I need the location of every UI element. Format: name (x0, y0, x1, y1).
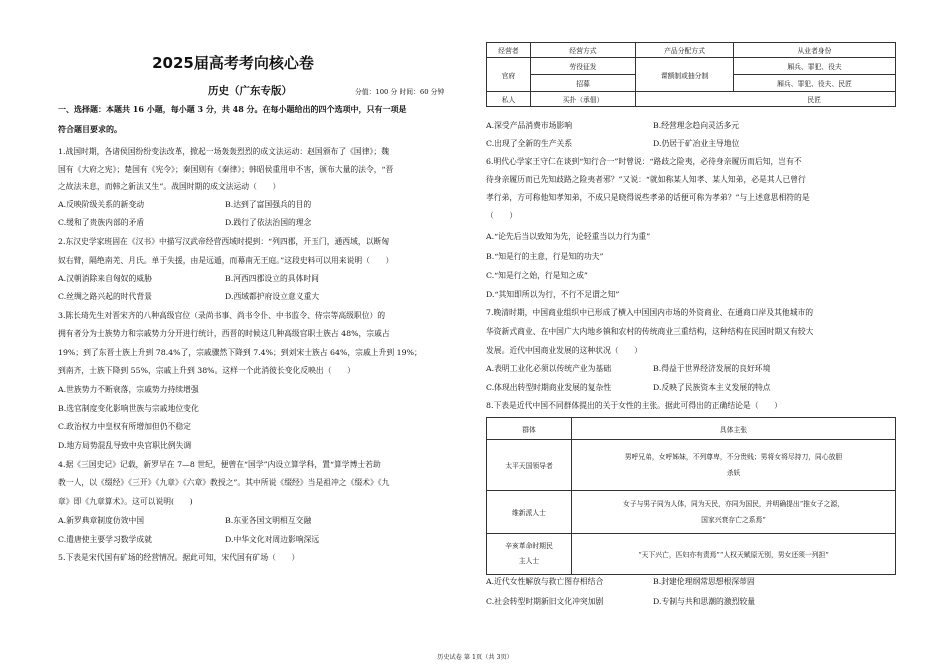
q3-stem: 3.陈长琦先生对晋宋齐的八种高级官位（录尚书事、尚书令仆、中书监令、侍宗等高级职位）的 (58, 311, 386, 320)
table-cell: 厢兵、罪犯、役夫、民匠 (734, 75, 896, 92)
q6-option-b: B.“知是行的主意，行是知的功夫” (486, 252, 604, 261)
q7-stem: 7.晚清时期，中国商业组织中已形成了横入中国国内市场的外资商业、在通商口岸及其他城市的 (486, 308, 814, 317)
q3-option-b: B.选官制度变化影响世族与宗戚地位变化 (58, 404, 199, 413)
q5-option-c: C.出现了全新的生产关系 (486, 139, 573, 148)
q4-stem: 4.据《三国史记》记载，新罗早在 7—8 世纪，便曾在“国学”内设立算学科，置“算学博士若助 (58, 460, 381, 469)
q6-stem: 6.明代心学家王守仁在谈到“知行合一”时曾说：“路歧之险夷，必待身亲履历而后知，岂有不 (486, 157, 802, 166)
q5-option-b: B.经营理念趋向灵活多元 (653, 121, 740, 130)
q6-option-a: A.“论先后当以致知为先，论轻重当以力行为重” (486, 232, 651, 241)
q7-option-c: C.体现出转型时期商业发展的复杂性 (486, 383, 612, 392)
q1-stem: 1.战国时期，各诸侯国纷纷变法改革，掀起一场轰轰烈烈的成文法运动：赵国颁布了《国律》；魏 (58, 147, 390, 156)
table-cell: 劳役征发 (531, 58, 636, 75)
table-cell: 课额制或抽分制 (636, 58, 734, 92)
q2-option-c: C.丝绸之路兴起的时代背景 (58, 292, 152, 301)
table-cell: 私人 (487, 92, 531, 107)
table-cell (572, 491, 896, 534)
q3-stem: 19%；到了东晋士族上升到 78.4%了，宗戚骤然下降到 7.4%；到刘宋士族占 64%，宗戚上升到 19%； (58, 348, 422, 357)
q7-option-a: A.表明工业化必须以传统产业为基础 (486, 364, 612, 373)
table-cell: 民匠 (734, 92, 896, 107)
q7-option-d: D.反映了民族资本主义发展的特点 (653, 383, 771, 392)
table-cell-line: 杀妖 (726, 469, 741, 477)
table-cell-line: 男呼兄弟，女呼姊妹，不列尊卑，不分贵贱；男将女将尽持刀，同心放胆 (624, 453, 843, 461)
table-cell: 买扑（承佃） (531, 92, 636, 107)
table-cell (487, 534, 572, 575)
q2-option-a: A.汉朝消除来自匈奴的威胁 (58, 274, 152, 283)
q2-stem: 2.东汉史学家班固在《汉书》中描写汉武帝经营西域时提到：“列四郡，开玉门，通西域，以断匈 (58, 237, 390, 246)
q5-table (486, 42, 896, 107)
score-time: 分值：100 分 时间：60 分钟 (355, 88, 445, 96)
table-header: 产品分配方式 (636, 43, 734, 58)
q7-stem: 发展。近代中国商业发展的这种状况（ ） (486, 346, 642, 355)
q3-option-a: A.世族势力不断衰落，宗戚势力持续增强 (58, 385, 199, 394)
q3-option-d: D.地方局势混乱导致中央官职比例失调 (58, 441, 192, 450)
q6-option-d: D.“其知即所以为行，不行不足谓之知” (486, 290, 620, 299)
table-cell-line: 主人士 (518, 557, 540, 565)
q4-option-c: C.遣唐使主要学习数学成就 (58, 535, 152, 544)
q6-option-c: C.“知是行之始，行是知之成” (486, 271, 588, 280)
table-header: 经营者 (487, 43, 531, 58)
q6-stem: （ ） (486, 211, 518, 220)
q8-table (486, 417, 896, 575)
table-cell-line: 国家兴衰存亡之系焉” (701, 516, 766, 524)
q8-option-b: B.封建伦理纲常思想根深蒂固 (653, 577, 755, 586)
q7-stem: 华资新式商业、在中国广大内地乡镇和农村的传统商业三重结构，这种结构在民国时期又有较大 (486, 327, 814, 336)
q4-option-b: B.东亚各国文明相互交融 (225, 516, 312, 525)
q8-option-a: A.近代女性解放与救亡图存相结合 (486, 577, 604, 586)
table-cell: 招募 (531, 75, 636, 92)
q2-stem: 奴右臂，隔绝南羌、月氏。单于失援，由是远遁，而幕南无王庭。”这段史料可以用来说明（ ） (58, 256, 394, 265)
q8-option-c: C.社会转型时期新旧文化冲突加剧 (486, 597, 604, 606)
section-heading-cont: 符合题目要求的。 (58, 124, 122, 134)
q4-stem: 章》即《九章算术》。这可以说明( ) (58, 497, 193, 506)
table-cell-line: 女子与男子同为人体，同为天民，亦同为国民，并明确提出“推女子之源， (623, 500, 844, 508)
q1-option-b: B.达到了富国强兵的目的 (225, 200, 312, 209)
exam-title: 2025届高考考向核心卷 (152, 54, 314, 72)
table-cell-line: 辛亥革命时期民 (505, 542, 553, 550)
q4-stem: 教一人，以《缀经》《三开》《九章》《六章》教授之”。其中所说《缀经》当是祖冲之《缀术》《九 (58, 478, 390, 487)
q2-option-b: B.河西四郡设立的具体时间 (225, 274, 319, 283)
q4-option-a: A.新罗典章制度仿效中国 (58, 516, 145, 525)
q1-option-d: D.践行了依法治国的理念 (225, 218, 312, 227)
q6-stem: 孝行弟，方可称他知孝知弟，不成只是晓得说些孝弟的话便可称为孝弟？”与上述意思相符的是 (486, 193, 810, 202)
table-cell: 太平天国领导者 (487, 440, 572, 491)
q8-option-d: D.专制与共和思潮的激烈较量 (653, 597, 756, 606)
table-header: 从业者身份 (734, 43, 896, 58)
q3-stem: 拥有者分为士族势力和宗戚势力分开进行统计，西晋的时候这几种高级官职士族占 48%，宗戚占 (58, 329, 390, 338)
q4-option-d: D.中华文化对周边影响深远 (225, 535, 320, 544)
q1-option-a: A.反映阶级关系的新变动 (58, 200, 145, 209)
q1-stem: 之故法未息，而韩之新法又生”。战国时期的成文法运动（ ） (58, 182, 281, 191)
table-cell: 维新派人士 (487, 491, 572, 534)
table-cell: 官府 (487, 58, 531, 92)
q3-stem: 到南齐，士族下降到 55%，宗戚上升到 38%。这样一个此消彼长变化反映出（ ） (58, 366, 355, 375)
q8-stem: 8.下表是近代中国不同群体提出的关于女性的主张。据此可得出的正确结论是（ ） (486, 401, 782, 410)
q5-stem: 5.下表是宋代国有矿场的经营情况。据此可知，宋代国有矿场（ ） (58, 553, 300, 562)
q1-option-c: C.缓和了贵族内部的矛盾 (58, 218, 145, 227)
table-header: 经营方式 (531, 43, 636, 58)
exam-subject: 历史（广东专版） (208, 85, 292, 97)
page-footer: 历史试卷 第 1页（共 3页） (437, 654, 513, 661)
q3-option-c: C.政治权力中皇权有所增加但仍不稳定 (58, 422, 191, 431)
section-heading: 一、选择题：本题共 16 小题，每小题 3 分，共 48 分。在每小题给出的四个选项中，只有一项是 (58, 104, 407, 114)
q2-option-d: D.西域都护府设立意义重大 (225, 292, 320, 301)
table-cell: “天下兴亡，匹妇亦有责焉”“人权天赋原无别，男女还须一列担” (572, 534, 896, 575)
table-cell (572, 440, 896, 491)
q6-stem: 待身亲履历而已先知歧路之险夷者邪？”又说：“就如称某人知孝、某人知弟，必是其人已曾行 (486, 175, 806, 184)
table-cell: 厢兵、罪犯、役夫 (734, 58, 896, 75)
q5-option-d: D.仍居于矿冶业主导地位 (653, 139, 740, 148)
q1-stem: 国有《大府之宪》；楚国有《宪令》；秦国则有《秦律》；韩昭侯重用申不害，颁布大量的法令，“晋 (58, 165, 394, 174)
q5-option-a: A.深受产品消费市场影响 (486, 121, 573, 130)
table-header: 具体主张 (572, 418, 896, 440)
table-header: 群体 (487, 418, 572, 440)
q7-option-b: B.得益于世界经济发展的良好环境 (653, 364, 771, 373)
